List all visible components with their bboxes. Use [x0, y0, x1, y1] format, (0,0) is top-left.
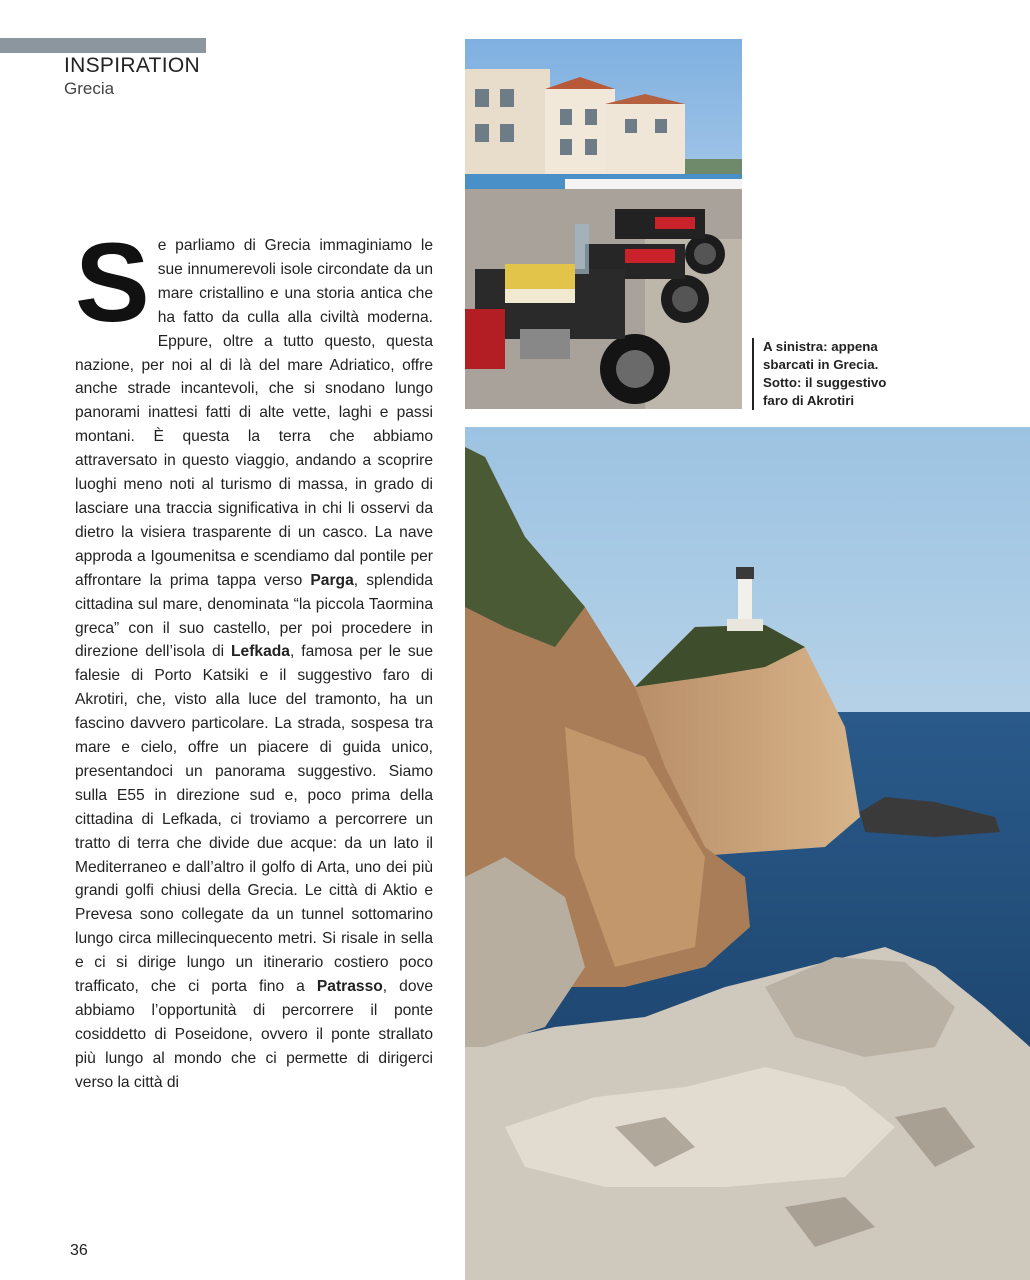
- page-number: 36: [70, 1242, 88, 1259]
- photo-caption: [752, 338, 923, 410]
- article-body: [75, 220, 433, 1095]
- caption-line: A sinistra: appena: [763, 339, 878, 354]
- article-text: e parliamo di Grecia immaginiamo le sue innumerevoli isole circondate da un mare cristallino e una storia antica che ha fatto da culla alla civiltà moderna. Eppure, oltre a tutto questo, questa nazione, per noi al di là del mare Adriatico, offre anche strade incantevoli, che si snodano lungo panorami inattesi fatti di alte vette, laghi e passi montani. È questa la terra che abbiamo attraversato in questo viaggio, andando a scoprire luoghi meno noti al turismo di massa, in grado di lasciare una traccia significativa in chi li osservi da dietro la visiera trasparente di un casco. La nave approda a Igoumenitsa e scendiamo dal pontile per affrontare la prima tappa verso: [75, 237, 433, 589]
- caption-line: sbarcati in Grecia.: [763, 357, 879, 372]
- article-text: , dove abbiamo l’opportunità di percorrere il ponte cosiddetto di Poseidone, ovvero il ponte strallato più lungo al mondo che ci permette di dirigerci verso la città di: [75, 978, 433, 1091]
- article-text: , splendida cittadina sul mare, denominata “la piccola Taormina greca” con il suo castello, per poi procedere in direzione dell’isola di: [75, 571, 433, 661]
- article-text: , famosa per le sue falesie di Porto Katsiki e il suggestivo faro di Akrotiri, che, visto alla luce del tramonto, ha un fascino davvero particolare. La strada, sospesa tra mare e cielo, offre un piacere di guida unico, presentandoci un panorama suggestivo. Siamo sulla E55 in direzione sud e, poco prima della cittadina di Lefkada, ci troviamo a percorrere un tratto di terra che divide due acque: da un lato il Mediterraneo e dall’altro il golfo di Arta, uno dei più grandi golfi chiusi della Grecia. Le città di Aktio e Prevesa sono collegate da un tunnel sottomarino lungo circa millecinquecento metri. Si risale in sella e ci si dirige lungo un itinerario costiero poco trafficato, che ci porta fino a: [75, 643, 433, 996]
- place-patrasso: Patrasso: [316, 978, 383, 996]
- caption-line: faro di Akrotiri: [763, 393, 855, 408]
- place-parga: Parga: [310, 571, 354, 589]
- section-bar: [0, 38, 206, 53]
- drop-cap: S: [75, 220, 150, 345]
- place-lefkada: Lefkada: [231, 643, 290, 661]
- photo-lighthouse: [465, 427, 1030, 1280]
- caption-line: Sotto: il suggestivo: [763, 375, 887, 390]
- section-title: INSPIRATION: [64, 54, 200, 77]
- photo-motorcycles: [465, 39, 742, 409]
- section-subtitle: Grecia: [64, 79, 115, 98]
